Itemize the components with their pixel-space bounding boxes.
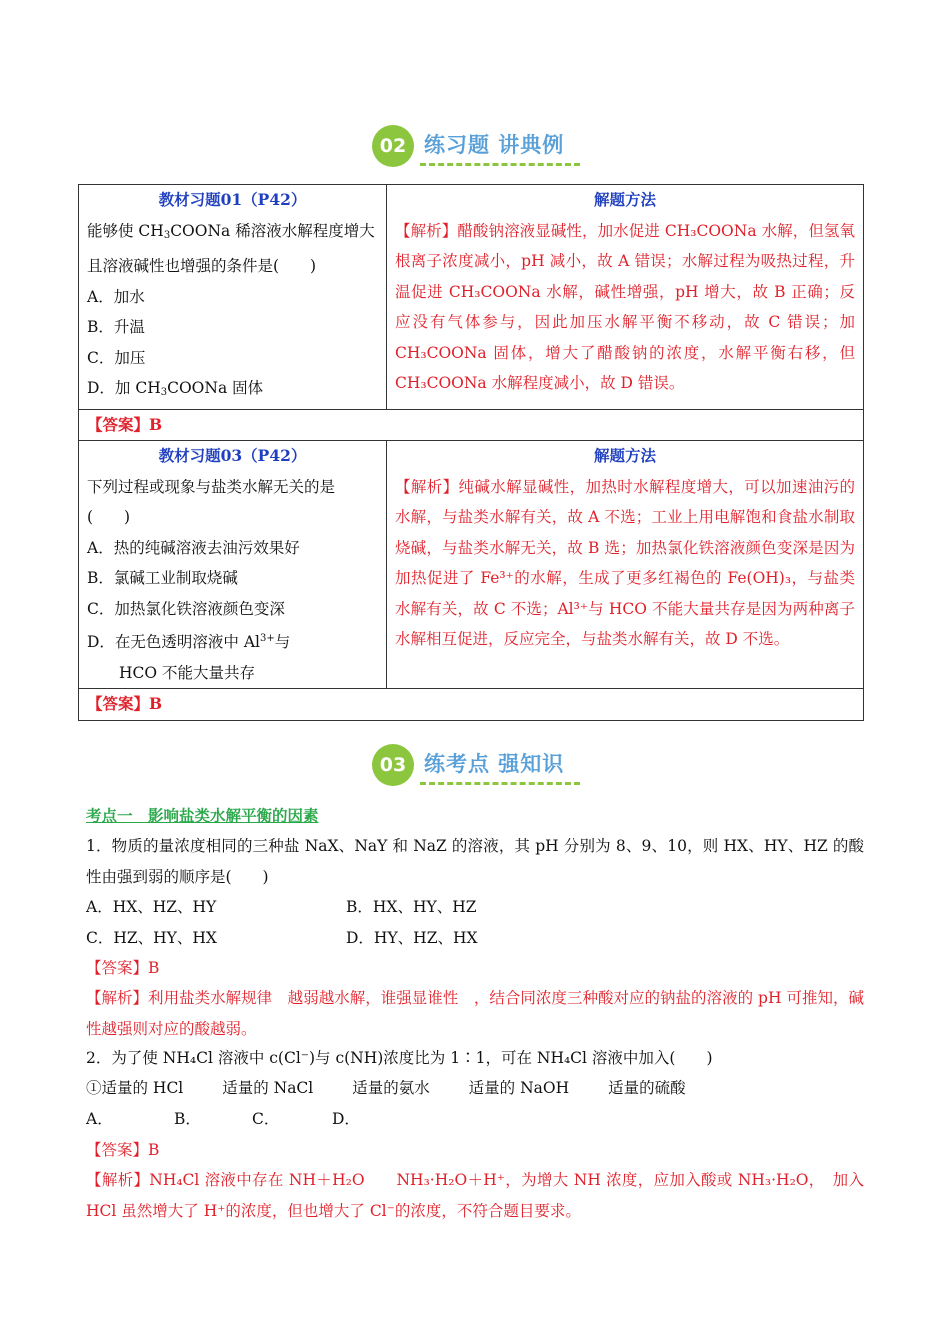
ex2-question: 下列过程或现象与盐类水解无关的是( ) <box>87 477 336 526</box>
q1-analysis: 【解析】利用盐类水解规律 越弱越水解，谁强显谁性 ，结合同浓度三种酸对应的钠盐的溶液的 pH 可推知，碱性越强则对应的酸越弱。 <box>86 989 864 1038</box>
q1-option-a: A．HX、HZ、HY <box>86 898 217 916</box>
q1-options-row-2 <box>86 923 864 954</box>
q2-answer: 【答案】B <box>86 1141 160 1159</box>
q2-option-a: A． <box>86 1110 113 1128</box>
q2-item: 适量的 NaCl <box>222 1079 314 1097</box>
q2-option-b: B． <box>174 1110 201 1128</box>
section-02-badge <box>372 125 592 171</box>
section-02-number: 02 <box>372 125 414 167</box>
kp-heading-row <box>86 801 864 832</box>
ex1-option-d: D．加 $CH_3COONa$ 固体 <box>87 379 264 398</box>
ex2-option-a: A．热的纯碱溶液去油污效果好 <box>87 538 300 557</box>
ex1-title: 教材习题01（P42） <box>158 190 307 209</box>
q2-item: ①适量的 HCl <box>86 1079 184 1097</box>
q2-text: 2．为了使 NH₄Cl 溶液中 c(Cl⁻)与 c(NH)浓度比为 1∶1，可在 NH₄Cl 溶液中加入( ) <box>86 1049 713 1067</box>
ex1-method-head: 解题方法 <box>593 190 656 209</box>
ex1-option-b: B．升温 <box>87 318 145 336</box>
section-03-underline <box>420 782 580 785</box>
ex2-question-cell <box>79 441 387 689</box>
q2-item: 适量的 NaOH <box>468 1079 570 1097</box>
ex1-question-cell <box>79 185 387 410</box>
section-03-badge <box>372 744 592 790</box>
section-02-underline <box>420 163 580 166</box>
kp-heading: 考点一 影响盐类水解平衡的因素 <box>86 806 319 825</box>
section-03-title: 练考点 强知识 <box>424 752 565 776</box>
q1-answer: 【答案】B <box>86 959 160 977</box>
q2-option-c: C． <box>252 1110 280 1128</box>
q1-options-row-1 <box>86 892 864 923</box>
ex1-question: 能够使 $CH_3COONa$ 稀溶液水解程度增大且溶液碱性也增强的条件是( ) <box>87 221 375 275</box>
ex2-analysis: 【解析】纯碱水解显碱性，加热时水解程度增大，可以加速油污的水解，与盐类水解有关，故 A 不选；工业上用电解饱和食盐水制取烧碱，与盐类水解无关，故 B 选；加热氯化铁溶液颜色变深是因为加热促进了 Fe³⁺的水解，生成了更多红褐色的 Fe(OH)₃，与盐类水解有关，故 C 不选；Al³⁺与 HCO 不能大量共存是因为两种离子水解相互促进，反应完全，与盐类水解有关，故 D 不选。 <box>395 477 855 648</box>
q2-item: 适量的氨水 <box>352 1079 430 1097</box>
q1-option-b: B．HX、HY、HZ <box>346 898 477 916</box>
q2-items <box>86 1073 864 1104</box>
ex2-option-d-cont: HCO 不能大量共存 <box>119 663 256 682</box>
ex2-answer: 【答案】B <box>87 694 163 713</box>
section-02-title: 练习题 讲典例 <box>424 133 565 157</box>
ex2-answer-cell <box>79 689 864 721</box>
example-table-1 <box>78 184 864 721</box>
q1-option-d: D．HY、HZ、HX <box>346 929 478 947</box>
ex2-option-d: D．在无色透明溶液中 $Al^{3+}$与 <box>87 633 291 651</box>
ex1-method-cell <box>387 185 864 410</box>
ex2-option-b: B．氯碱工业制取烧碱 <box>87 569 238 587</box>
q2-item: 适量的硫酸 <box>608 1079 686 1097</box>
q1-option-c: C．HZ、HY、HX <box>86 929 217 947</box>
ex1-answer: 【答案】B <box>87 414 163 434</box>
ex1-answer-cell <box>79 409 864 441</box>
q2-options <box>86 1104 864 1135</box>
ex2-method-cell <box>387 441 864 689</box>
q2-option-d: D． <box>332 1110 360 1128</box>
ex1-option-c: C．加压 <box>87 348 146 367</box>
ex1-option-a: A．加水 <box>87 287 145 306</box>
ex2-title: 教材习题03（P42） <box>158 446 307 465</box>
section-03-number: 03 <box>372 744 414 786</box>
ex1-analysis: 【解析】醋酸钠溶液显碱性，加水促进 CH₃COONa 水解，但氢氧根离子浓度减小，pH 减小，故 A 错误；水解过程为吸热过程，升温促进 CH₃COONa 水解，碱性增强，pH 增大，故 B 正确；反应没有气体参与，因此加压水解平衡不移动，故 C 错误；加 CH₃COONa 固体，增大了醋酸钠的浓度，水解平衡右移，但 CH₃COONa 水解程度减小，故 D 错误。 <box>395 221 855 392</box>
q1-text: 1．物质的量浓度相同的三种盐 NaX、NaY 和 NaZ 的溶液，其 pH 分别为 8、9、10，则 HX、HY、HZ 的酸性由强到弱的顺序是( ) <box>86 837 864 886</box>
q2-analysis: 【解析】NH₄Cl 溶液中存在 NH＋H₂O NH₃·H₂O＋H⁺，为增大 NH 浓度，应加入酸或 NH₃·H₂O， 加入 HCl 虽然增大了 H⁺的浓度，但也增大了 Cl⁻的浓度，不符合题目要求。 <box>86 1171 864 1220</box>
ex2-option-c: C．加热氯化铁溶液颜色变深 <box>87 599 285 618</box>
ex2-method-head: 解题方法 <box>593 446 656 465</box>
